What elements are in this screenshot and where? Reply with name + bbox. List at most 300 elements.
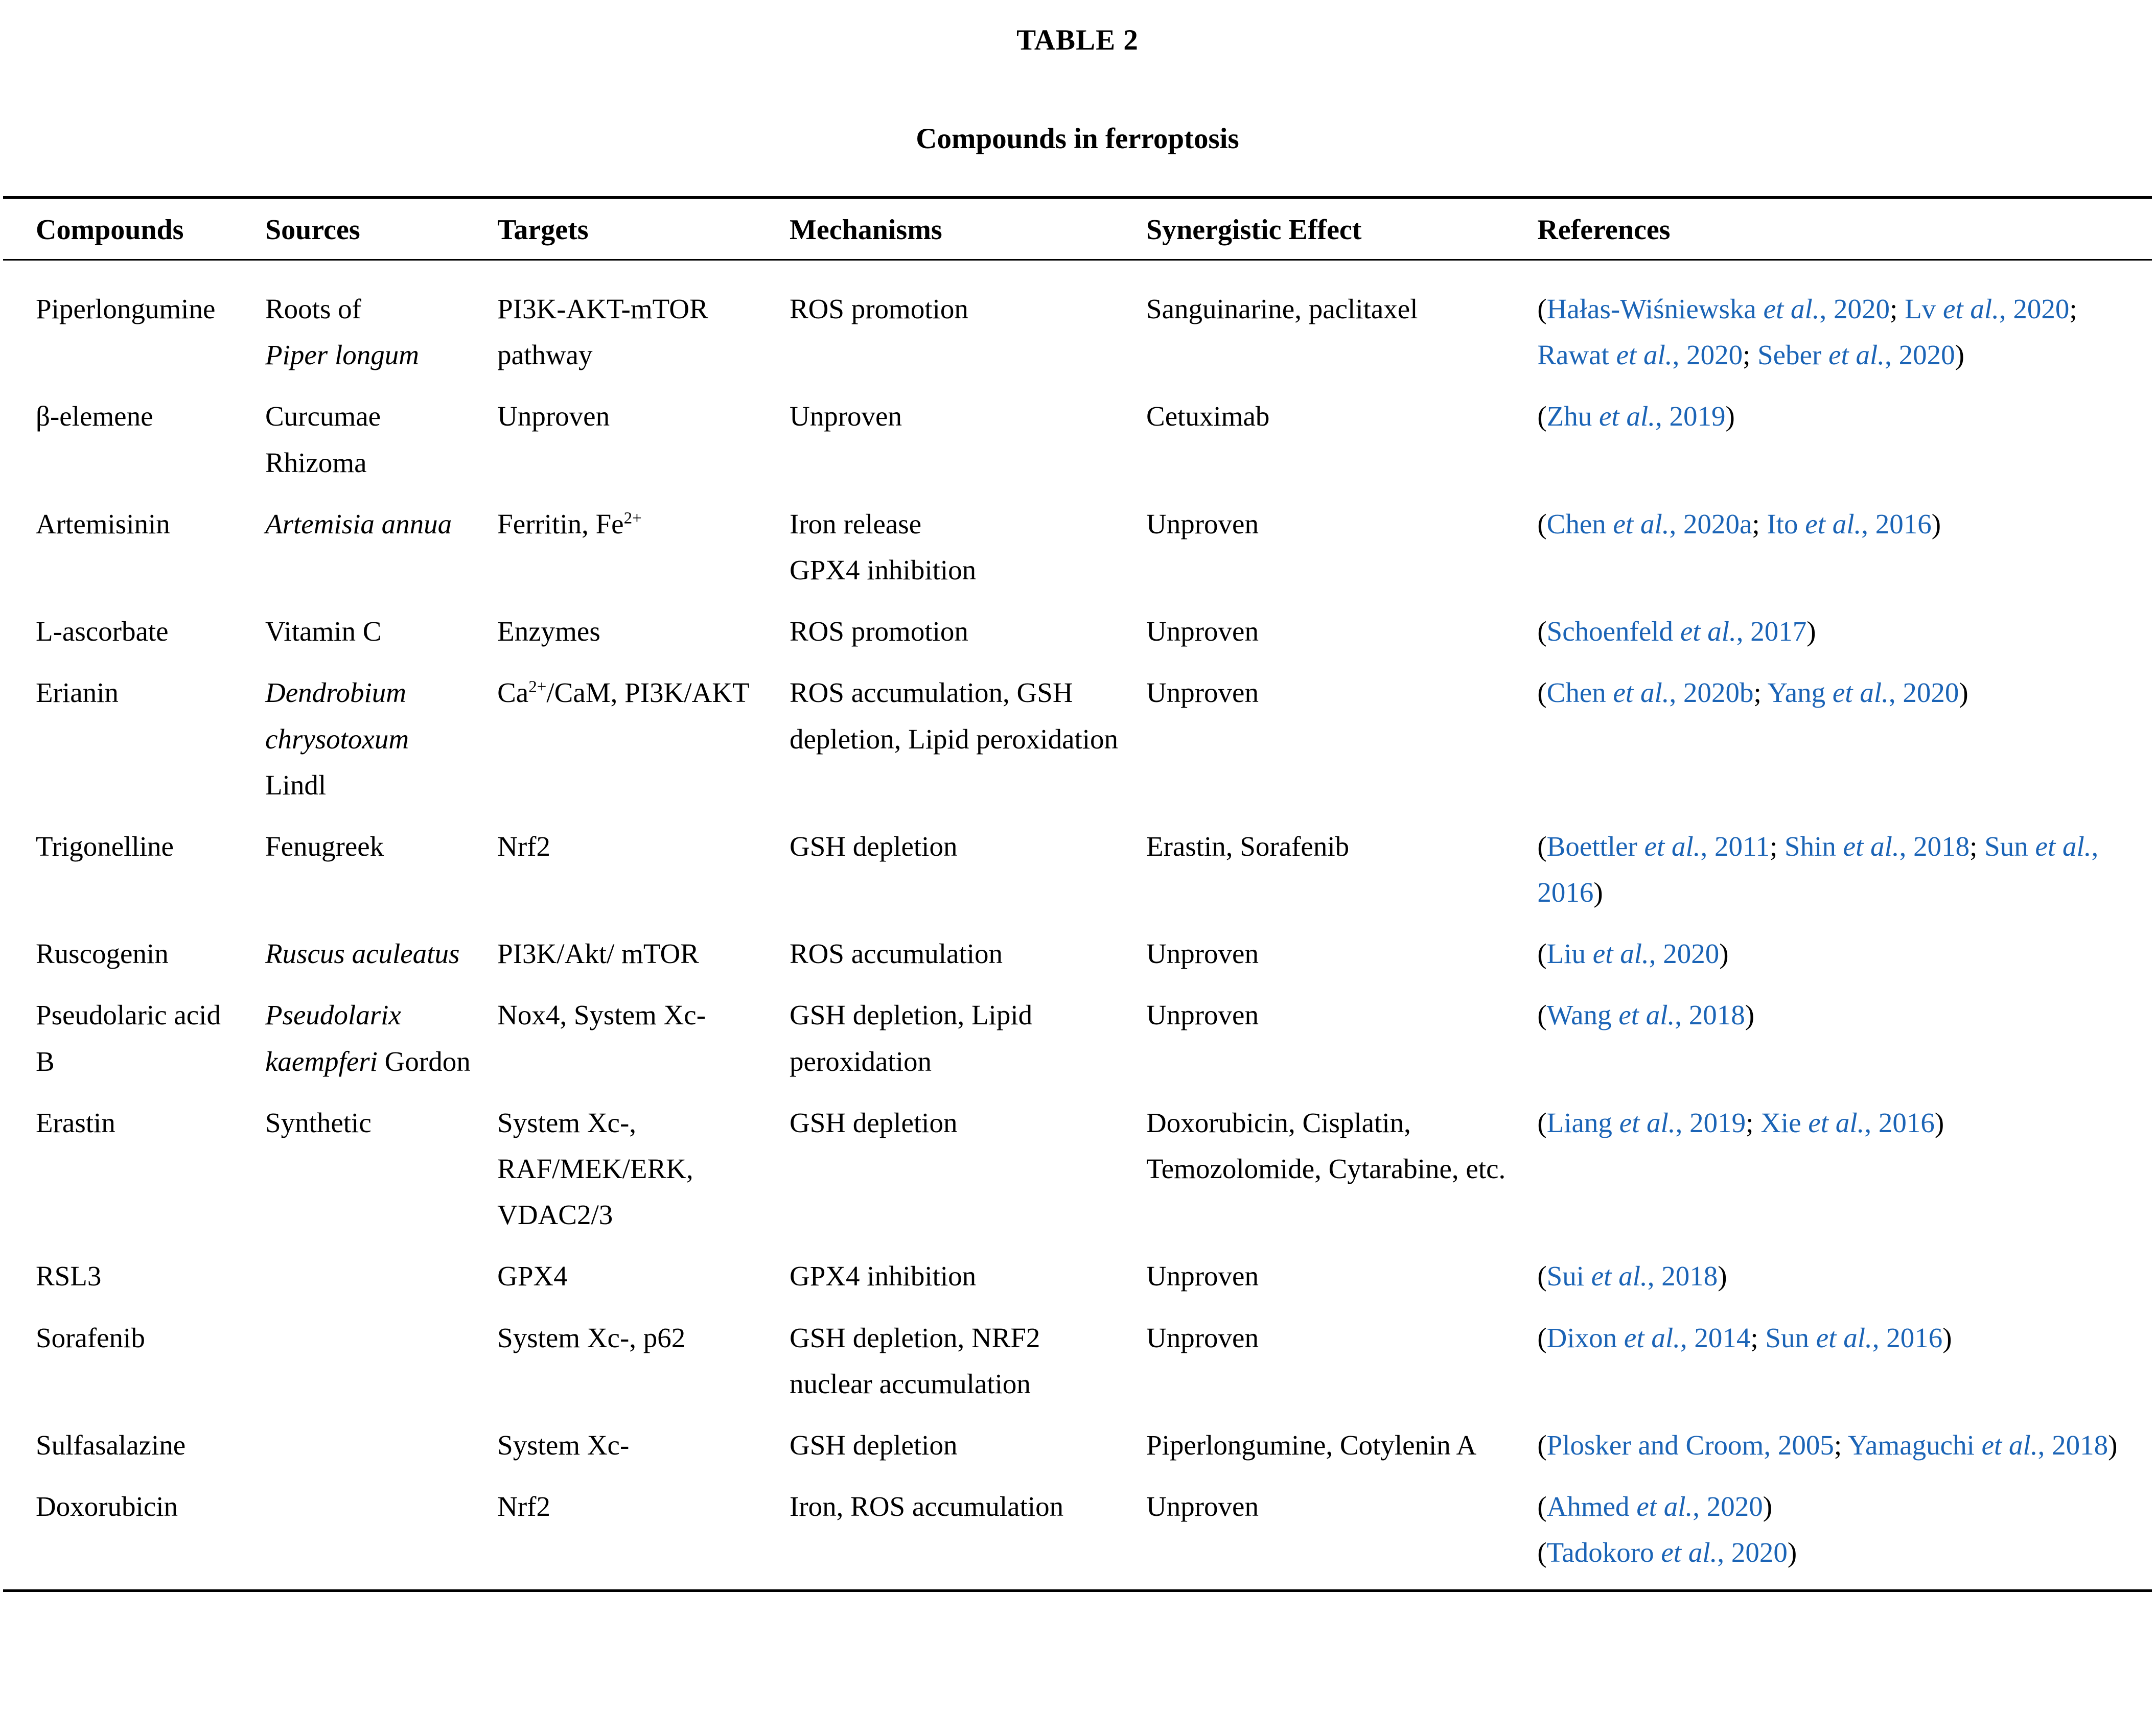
cell-targets <box>497 260 790 394</box>
superscript-text: 2+ <box>528 677 547 696</box>
table-row <box>3 931 2152 992</box>
text-segment: ROS accumulation, GSH depletion, Lipid peroxidation <box>790 677 1119 755</box>
text-segment: ( <box>1537 677 1547 709</box>
text-segment: Dixon <box>1546 1322 1624 1353</box>
text-segment: Chen <box>1546 677 1613 709</box>
text-segment: Lindl <box>265 769 327 801</box>
table-row <box>3 670 2152 824</box>
text-segment: ( <box>1537 616 1547 647</box>
text-segment: , 2016 <box>1864 1107 1935 1138</box>
cell-source <box>265 501 497 608</box>
text-segment: , 2020 <box>1649 938 1720 970</box>
text-segment: Curcumae Rhizoma <box>265 401 381 478</box>
text-segment: ) <box>1959 677 1968 709</box>
citation-link[interactable] <box>1547 1260 1718 1292</box>
text-segment: Zhu <box>1546 401 1599 432</box>
cell-source <box>265 1100 497 1254</box>
table-body <box>3 260 2152 1591</box>
text-segment: Synthetic <box>265 1107 372 1138</box>
citation-link[interactable] <box>1547 1107 1746 1138</box>
table-row <box>3 1484 2152 1590</box>
cell-compound <box>3 1422 265 1484</box>
text-segment: ; <box>1753 677 1768 709</box>
table-row <box>3 1253 2152 1315</box>
column-header-targets: Targets <box>497 198 790 260</box>
text-segment: Ca <box>497 677 529 709</box>
text-segment: et al. <box>1816 1322 1872 1353</box>
text-segment: Unproven <box>1146 999 1259 1031</box>
cell-mechanisms <box>790 393 1146 501</box>
text-segment: ( <box>1537 1537 1547 1568</box>
text-segment: ; <box>1834 1429 1848 1461</box>
text-segment: ) <box>1719 938 1729 970</box>
text-segment: GSH depletion, Lipid peroxidation <box>790 999 1033 1077</box>
text-segment: GSH depletion <box>790 1429 958 1461</box>
cell-source <box>265 670 497 824</box>
text-segment: L-ascorbate <box>36 616 169 647</box>
table-label: TABLE 2 <box>1016 24 1139 56</box>
text-segment: ( <box>1537 1491 1547 1522</box>
cell-synergistic-effect <box>1146 992 1537 1099</box>
cell-synergistic-effect <box>1146 393 1537 501</box>
text-segment: GPX4 inhibition <box>790 1260 977 1292</box>
text-segment: et al. <box>1981 1429 2038 1461</box>
text-segment: , 2020 <box>1999 293 2070 324</box>
text-segment: GSH depletion <box>790 830 958 862</box>
cell-compound <box>3 1315 265 1422</box>
text-segment: ROS promotion <box>790 293 968 324</box>
text-segment: et al. <box>1613 677 1670 709</box>
text-segment: et al. <box>1636 1491 1693 1522</box>
citation-link[interactable] <box>1765 1322 1942 1353</box>
cell-mechanisms <box>790 1422 1146 1484</box>
text-segment: Unproven <box>497 401 610 432</box>
cell-targets <box>497 608 790 670</box>
cell-targets <box>497 670 790 824</box>
text-segment: ( <box>1537 1107 1547 1138</box>
text-segment: Piper longum <box>265 339 419 371</box>
text-segment: GPX4 <box>497 1260 568 1292</box>
text-segment: ) <box>1955 339 1964 371</box>
cell-references <box>1537 260 2152 394</box>
text-segment: Yang <box>1767 677 1833 709</box>
text-segment: Shin <box>1785 830 1843 862</box>
cell-source <box>265 1253 497 1315</box>
text-segment: , 2014 <box>1680 1322 1751 1353</box>
text-segment: , 2020 <box>1672 339 1743 371</box>
table-row <box>3 992 2152 1099</box>
text-segment: , 2020 <box>1819 293 1890 324</box>
cell-targets <box>497 393 790 501</box>
text-segment: et al. <box>1828 339 1885 371</box>
text-segment: ; <box>1752 508 1767 539</box>
text-segment: Trigonelline <box>36 830 174 862</box>
text-segment: GSH depletion <box>790 1107 958 1138</box>
text-segment: et al. <box>1763 293 1820 324</box>
cell-targets <box>497 1100 790 1254</box>
text-segment: , 2011 <box>1700 830 1770 862</box>
text-segment: PI3K/Akt/ mTOR <box>497 938 699 970</box>
cell-compound <box>3 931 265 992</box>
text-segment: Unproven <box>790 401 902 432</box>
text-segment: , 2020 <box>1717 1537 1788 1568</box>
cell-compound <box>3 393 265 501</box>
text-segment: /CaM, PI3K/AKT <box>546 677 750 709</box>
text-segment: ( <box>1537 1322 1547 1353</box>
citation-link[interactable] <box>1547 1322 1751 1353</box>
table-row <box>3 1422 2152 1484</box>
text-segment: Ito <box>1767 508 1805 539</box>
text-segment: Sun <box>1984 830 2035 862</box>
text-segment: ) <box>1934 1107 1944 1138</box>
table-row <box>3 608 2152 670</box>
cell-targets <box>497 1253 790 1315</box>
text-segment: , 2018 <box>2037 1429 2108 1461</box>
compounds-table <box>3 196 2152 1592</box>
cell-targets <box>497 501 790 608</box>
table-row <box>3 824 2152 931</box>
text-segment: et al. <box>1592 938 1649 970</box>
text-segment: et al. <box>1613 508 1670 539</box>
text-segment: Enzymes <box>497 616 600 647</box>
citation-link[interactable] <box>1767 677 1959 708</box>
text-segment: et al. <box>1624 1322 1680 1353</box>
table-row <box>3 260 2152 394</box>
text-segment: Piperlongumine <box>36 293 216 324</box>
text-segment: Nrf2 <box>497 1491 550 1522</box>
citation-link[interactable] <box>1547 401 1726 432</box>
text-segment: System Xc- <box>497 1429 630 1461</box>
text-segment: β-elemene <box>36 401 153 432</box>
cell-targets <box>497 931 790 992</box>
text-segment: et al. <box>1661 1537 1718 1568</box>
table-row <box>3 501 2152 608</box>
citation-link[interactable] <box>1547 1537 1788 1568</box>
superscript-text: 2+ <box>623 509 642 528</box>
cell-synergistic-effect <box>1146 1100 1537 1254</box>
text-segment: Lv <box>1905 293 1943 324</box>
column-header-sources: Sources <box>265 198 497 260</box>
text-segment: Tadokoro <box>1546 1537 1661 1568</box>
header-row <box>3 198 2152 260</box>
cell-mechanisms <box>790 1253 1146 1315</box>
text-segment: et al. <box>1619 1107 1676 1138</box>
cell-source <box>265 1315 497 1422</box>
text-segment: ; <box>2069 293 2077 324</box>
text-segment: Unproven <box>1146 1491 1259 1522</box>
text-segment: et al. <box>1808 1107 1865 1138</box>
cell-mechanisms <box>790 501 1146 608</box>
cell-synergistic-effect <box>1146 608 1537 670</box>
text-segment: ( <box>1537 999 1547 1031</box>
text-segment: Liang <box>1546 1107 1619 1138</box>
text-segment: , 2019 <box>1655 401 1726 432</box>
text-segment: Sun <box>1765 1322 1816 1353</box>
citation-link[interactable] <box>1547 508 1752 539</box>
text-segment: , 2017 <box>1736 616 1807 647</box>
cell-mechanisms <box>790 608 1146 670</box>
cell-mechanisms <box>790 1484 1146 1590</box>
cell-compound <box>3 608 265 670</box>
text-segment: Roots of <box>265 293 361 324</box>
cell-source <box>265 393 497 501</box>
cell-source <box>265 1484 497 1590</box>
text-segment: Chen <box>1546 508 1613 539</box>
cell-references <box>1537 393 2152 501</box>
citation-link[interactable] <box>1537 339 1743 370</box>
text-segment: RSL3 <box>36 1260 102 1292</box>
text-segment: et al. <box>1644 830 1701 862</box>
cell-source <box>265 824 497 931</box>
column-header-compounds: Compounds <box>3 198 265 260</box>
text-segment: ROS accumulation <box>790 938 1003 970</box>
text-segment: ( <box>1537 1260 1547 1292</box>
text-segment: GPX4 inhibition <box>790 554 977 585</box>
citation-link[interactable] <box>1848 1429 2108 1461</box>
cell-source <box>265 260 497 394</box>
cell-mechanisms <box>790 824 1146 931</box>
text-segment: System Xc-, RAF/MEK/ERK, VDAC2/3 <box>497 1107 693 1231</box>
text-segment: ( <box>1537 401 1547 432</box>
text-segment: Nrf2 <box>497 830 550 862</box>
text-segment: Piperlongumine, Cotylenin A <box>1146 1429 1477 1461</box>
text-segment: Fenugreek <box>265 830 384 862</box>
text-segment: et al. <box>1616 339 1673 371</box>
text-segment: Iron release <box>790 508 922 539</box>
cell-references <box>1537 670 2152 824</box>
text-segment: ; <box>1746 1107 1761 1138</box>
cell-targets <box>497 824 790 931</box>
column-header-synergistic-effect: Synergistic Effect <box>1146 198 1537 260</box>
column-header-references: References <box>1537 198 2152 260</box>
table-caption: Compounds in ferroptosis <box>916 123 1239 155</box>
text-segment: et al. <box>1805 508 1862 539</box>
text-segment: Sulfasalazine <box>36 1429 186 1461</box>
cell-mechanisms <box>790 260 1146 394</box>
text-segment: Hałas-Wiśniewska <box>1546 293 1764 324</box>
text-segment: Vitamin C <box>265 616 382 647</box>
text-segment: Doxorubicin, Cisplatin, Temozolomide, Cytarabine, etc. <box>1146 1107 1506 1184</box>
text-segment: Iron, ROS accumulation <box>790 1491 1064 1522</box>
text-segment: ) <box>1931 508 1941 539</box>
cell-mechanisms <box>790 1315 1146 1422</box>
text-segment: Sui <box>1546 1260 1591 1292</box>
cell-targets <box>497 1484 790 1590</box>
text-segment: , 2018 <box>1647 1260 1718 1292</box>
text-segment: Wang <box>1546 999 1619 1031</box>
text-segment: Sanguinarine, paclitaxel <box>1146 293 1418 324</box>
citation-link[interactable] <box>1547 938 1720 969</box>
cell-references <box>1537 608 2152 670</box>
citation-link[interactable] <box>1785 831 1969 862</box>
text-segment: Sorafenib <box>36 1322 145 1353</box>
text-segment: , 2016 <box>1537 830 2099 908</box>
cell-synergistic-effect <box>1146 824 1537 931</box>
text-segment: ; <box>1770 830 1785 862</box>
text-segment: Rawat <box>1537 339 1616 371</box>
text-segment: Seber <box>1757 339 1829 371</box>
cell-synergistic-effect <box>1146 260 1537 394</box>
citation-link[interactable] <box>1547 831 1770 862</box>
cell-compound <box>3 260 265 394</box>
text-segment: et al. <box>2035 830 2092 862</box>
cell-synergistic-effect <box>1146 1484 1537 1590</box>
text-segment: System Xc-, p62 <box>497 1322 686 1353</box>
cell-references <box>1537 501 2152 608</box>
text-segment: Unproven <box>1146 1260 1259 1292</box>
cell-references <box>1537 992 2152 1099</box>
cell-synergistic-effect <box>1146 1315 1537 1422</box>
cell-targets <box>497 1315 790 1422</box>
text-segment: Plosker and Croom, 2005 <box>1546 1429 1834 1461</box>
cell-source <box>265 931 497 992</box>
cell-mechanisms <box>790 670 1146 824</box>
text-segment: Ferritin, Fe <box>497 508 624 539</box>
text-segment: Yamaguchi <box>1847 1429 1982 1461</box>
cell-synergistic-effect <box>1146 670 1537 824</box>
text-segment: et al. <box>1591 1260 1648 1292</box>
text-segment: Unproven <box>1146 1322 1259 1353</box>
cell-compound <box>3 670 265 824</box>
text-segment: ( <box>1537 293 1547 324</box>
text-segment: ROS promotion <box>790 616 968 647</box>
cell-mechanisms <box>790 992 1146 1099</box>
text-segment: Erastin, Sorafenib <box>1146 830 1350 862</box>
cell-references <box>1537 1253 2152 1315</box>
citation-link[interactable] <box>1547 293 1890 324</box>
text-segment: Erianin <box>36 677 119 709</box>
text-segment: ) <box>1806 616 1816 647</box>
cell-references <box>1537 824 2152 931</box>
cell-compound <box>3 1484 265 1590</box>
text-segment: Unproven <box>1146 508 1259 539</box>
citation-link[interactable] <box>1547 1429 1834 1461</box>
text-segment: Unproven <box>1146 938 1259 970</box>
text-segment: ) <box>1787 1537 1797 1568</box>
text-segment: Doxorubicin <box>36 1491 178 1522</box>
citation-link[interactable] <box>1757 339 1955 370</box>
cell-references <box>1537 931 2152 992</box>
text-segment: ( <box>1537 830 1547 862</box>
text-segment: ( <box>1537 508 1547 539</box>
cell-synergistic-effect <box>1146 1422 1537 1484</box>
cell-synergistic-effect <box>1146 1253 1537 1315</box>
cell-compound <box>3 824 265 931</box>
citation-link[interactable] <box>1760 1107 1935 1138</box>
cell-synergistic-effect <box>1146 501 1537 608</box>
text-segment: et al. <box>1942 293 1999 324</box>
cell-source <box>265 608 497 670</box>
text-segment: Ruscogenin <box>36 938 169 970</box>
cell-source <box>265 992 497 1099</box>
cell-compound <box>3 992 265 1099</box>
cell-compound <box>3 1253 265 1315</box>
text-segment: , 2020 <box>1888 677 1959 709</box>
text-segment: ) <box>1593 877 1603 908</box>
column-header-mechanisms: Mechanisms <box>790 198 1146 260</box>
cell-targets <box>497 992 790 1099</box>
text-segment: Gordon <box>377 1045 471 1077</box>
citation-link[interactable] <box>1547 616 1807 647</box>
text-segment: , 2020 <box>1693 1491 1763 1522</box>
cell-synergistic-effect <box>1146 931 1537 992</box>
text-segment: PI3K-AKT-mTOR pathway <box>497 293 708 371</box>
text-segment: ) <box>2108 1429 2118 1461</box>
text-segment: , 2020b <box>1669 677 1754 709</box>
cell-mechanisms <box>790 1100 1146 1254</box>
cell-source <box>265 1422 497 1484</box>
cell-references <box>1537 1484 2152 1590</box>
text-segment: ) <box>1725 401 1735 432</box>
text-segment: et al. <box>1832 677 1889 709</box>
text-segment: et al. <box>1680 616 1736 647</box>
citation-link[interactable] <box>1767 508 1931 539</box>
text-segment: GSH depletion, NRF2 nuclear accumulation <box>790 1322 1040 1399</box>
table-row <box>3 393 2152 501</box>
text-segment: ( <box>1537 1429 1547 1461</box>
text-segment: ) <box>1763 1491 1773 1522</box>
table-header <box>3 198 2152 260</box>
text-segment: Pseudolaric acid B <box>36 999 221 1077</box>
citation-link[interactable] <box>1905 293 2069 324</box>
text-segment: Erastin <box>36 1107 115 1138</box>
cell-references <box>1537 1422 2152 1484</box>
text-segment: ; <box>1743 339 1758 371</box>
text-segment: Cetuximab <box>1146 401 1270 432</box>
text-segment: Pseudolarix kaempferi <box>265 999 401 1077</box>
cell-references <box>1537 1315 2152 1422</box>
text-segment: Dendrobium chrysotoxum <box>265 677 409 755</box>
text-segment: Unproven <box>1146 616 1259 647</box>
text-segment: Unproven <box>1146 677 1259 709</box>
cell-targets <box>497 1422 790 1484</box>
text-segment: Boettler <box>1546 830 1644 862</box>
text-segment: , 2019 <box>1675 1107 1746 1138</box>
table-row <box>3 1315 2152 1422</box>
text-segment: , 2016 <box>1872 1322 1943 1353</box>
text-segment: Artemisia annua <box>265 508 452 539</box>
text-segment: Artemisinin <box>36 508 170 539</box>
text-segment: ; <box>1969 830 1985 862</box>
text-segment: ; <box>1750 1322 1766 1353</box>
text-segment: ( <box>1537 938 1547 970</box>
text-segment: et al. <box>1618 999 1675 1031</box>
cell-compound <box>3 1100 265 1254</box>
text-segment: ) <box>1942 1322 1952 1353</box>
text-segment: , 2018 <box>1899 830 1970 862</box>
text-segment: ) <box>1718 1260 1727 1292</box>
text-segment: , 2020a <box>1669 508 1752 539</box>
text-segment: Xie <box>1760 1107 1809 1138</box>
text-segment: et al. <box>1599 401 1655 432</box>
cell-references <box>1537 1100 2152 1254</box>
text-segment: , 2016 <box>1861 508 1932 539</box>
citation-link[interactable] <box>1547 1491 1763 1522</box>
table-row <box>3 1100 2152 1254</box>
text-segment: Ruscus aculeatus <box>265 938 460 970</box>
text-segment: Nox4, System Xc- <box>497 999 706 1031</box>
cell-mechanisms <box>790 931 1146 992</box>
text-segment: et al. <box>1843 830 1899 862</box>
citation-link[interactable] <box>1547 999 1745 1030</box>
text-segment: ) <box>1745 999 1755 1031</box>
text-segment: , 2020 <box>1885 339 1955 371</box>
text-segment: Ahmed <box>1546 1491 1637 1522</box>
text-segment: Liu <box>1546 938 1593 970</box>
cell-compound <box>3 501 265 608</box>
text-segment: , 2018 <box>1675 999 1745 1031</box>
citation-link[interactable] <box>1547 677 1754 708</box>
